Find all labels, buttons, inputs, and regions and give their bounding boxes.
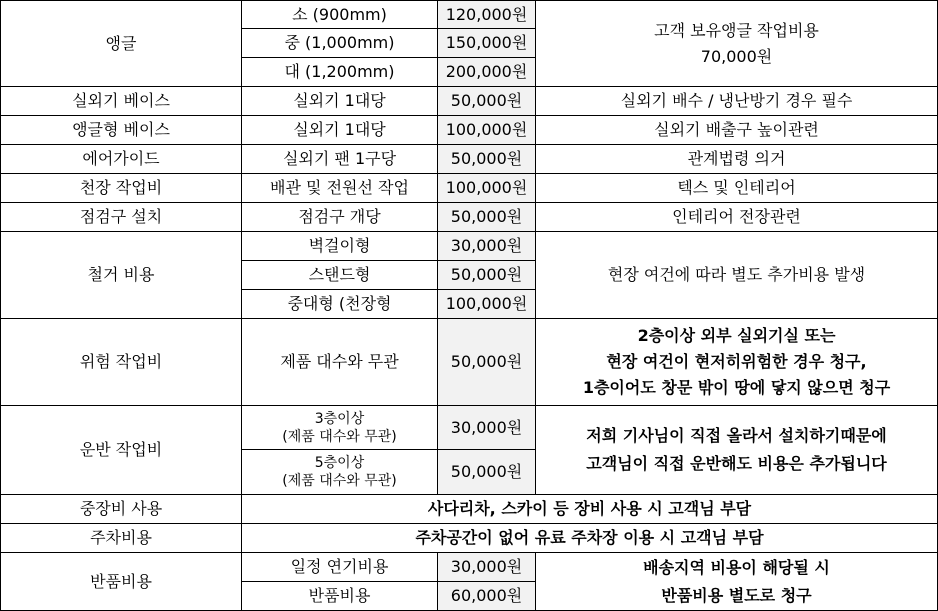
category-ceiling: 천장 작업비 bbox=[1, 174, 242, 203]
return-note-line1: 배송지역 비용이 해당될 시 bbox=[643, 557, 830, 577]
category-inspection: 점검구 설치 bbox=[1, 203, 242, 232]
category-transport: 운반 작업비 bbox=[1, 406, 242, 495]
return-note-line2: 반품비용 별도로 청구 bbox=[661, 585, 812, 605]
category-air-guide: 에어가이드 bbox=[1, 145, 242, 174]
danger-price: 50,000원 bbox=[438, 319, 536, 406]
danger-note-line3: 1층이어도 창문 밖이 땅에 닿지 않으면 청구 bbox=[582, 378, 891, 397]
danger-note-line1: 2층이상 외부 실외기실 또는 bbox=[637, 326, 836, 345]
transport-item-5f bbox=[242, 450, 438, 495]
angle-base-note: 실외기 배출구 높이관련 bbox=[536, 116, 938, 145]
parking-note: 주차공간이 없어 유료 주차장 이용 시 고객님 부담 bbox=[242, 524, 938, 553]
angle-note-line2: 70,000원 bbox=[700, 46, 773, 66]
danger-note-line2: 현장 여건이 현저히위험한 경우 청구, bbox=[606, 352, 867, 371]
ceiling-note: 텍스 및 인테리어 bbox=[536, 174, 938, 203]
transport-note-line1: 저희 기사님이 직접 올라서 설치하기때문에 bbox=[586, 426, 887, 445]
removal-price-stand: 50,000원 bbox=[438, 261, 536, 290]
equipment-note: 사다리차, 스카이 등 장비 사용 시 고객님 부담 bbox=[242, 495, 938, 524]
danger-note bbox=[536, 319, 938, 406]
return-price-return: 60,000원 bbox=[438, 582, 536, 611]
category-return: 반품비용 bbox=[1, 553, 242, 611]
transport-note-line2: 고객님이 직접 운반해도 비용은 추가됩니다 bbox=[586, 454, 887, 473]
inspection-note: 인테리어 전장관련 bbox=[536, 203, 938, 232]
removal-price-large: 100,000원 bbox=[438, 290, 536, 319]
outdoor-base-note: 실외기 배수 / 냉난방기 경우 필수 bbox=[536, 87, 938, 116]
category-outdoor-base: 실외기 베이스 bbox=[1, 87, 242, 116]
angle-base-item: 실외기 1대당 bbox=[242, 116, 438, 145]
angle-note-line1: 고객 보유앵글 작업비용 bbox=[654, 20, 819, 40]
angle-note bbox=[536, 1, 938, 87]
category-danger: 위험 작업비 bbox=[1, 319, 242, 406]
angle-price-small: 120,000원 bbox=[438, 1, 536, 29]
transport-item-3f bbox=[242, 406, 438, 450]
ceiling-price: 100,000원 bbox=[438, 174, 536, 203]
transport-item-3f-line2: (제품 대수와 무관) bbox=[282, 428, 397, 445]
transport-item-3f-line1: 3층이상 bbox=[314, 410, 365, 427]
removal-item-large: 중대형 (천장형 bbox=[242, 290, 438, 319]
removal-item-wall: 벽걸이형 bbox=[242, 232, 438, 261]
return-price-delay: 30,000원 bbox=[438, 553, 536, 582]
danger-item: 제품 대수와 무관 bbox=[242, 319, 438, 406]
category-angle: 앵글 bbox=[1, 1, 242, 87]
angle-item-small: 소 (900mm) bbox=[242, 1, 438, 29]
removal-item-stand: 스탠드형 bbox=[242, 261, 438, 290]
return-item-delay: 일정 연기비용 bbox=[242, 553, 438, 582]
category-equipment: 중장비 사용 bbox=[1, 495, 242, 524]
return-item-return: 반품비용 bbox=[242, 582, 438, 611]
angle-price-large: 200,000원 bbox=[438, 58, 536, 87]
category-parking: 주차비용 bbox=[1, 524, 242, 553]
angle-price-medium: 150,000원 bbox=[438, 29, 536, 58]
removal-note: 현장 여건에 따라 별도 추가비용 발생 bbox=[536, 232, 938, 319]
outdoor-base-item: 실외기 1대당 bbox=[242, 87, 438, 116]
transport-item-5f-line1: 5층이상 bbox=[314, 455, 365, 471]
inspection-item: 점검구 개당 bbox=[242, 203, 438, 232]
removal-price-wall: 30,000원 bbox=[438, 232, 536, 261]
transport-note bbox=[536, 406, 938, 495]
transport-price-5f: 50,000원 bbox=[438, 450, 536, 495]
outdoor-base-price: 50,000원 bbox=[438, 87, 536, 116]
angle-base-price: 100,000원 bbox=[438, 116, 536, 145]
ceiling-item: 배관 및 전원선 작업 bbox=[242, 174, 438, 203]
transport-item-5f-line2: (제품 대수와 무관) bbox=[282, 473, 397, 489]
category-angle-base: 앵글형 베이스 bbox=[1, 116, 242, 145]
air-guide-note: 관계법령 의거 bbox=[536, 145, 938, 174]
angle-item-medium: 중 (1,000mm) bbox=[242, 29, 438, 58]
inspection-price: 50,000원 bbox=[438, 203, 536, 232]
transport-price-3f: 30,000원 bbox=[438, 406, 536, 450]
air-guide-item: 실외기 팬 1구당 bbox=[242, 145, 438, 174]
category-removal: 철거 비용 bbox=[1, 232, 242, 319]
angle-item-large: 대 (1,200mm) bbox=[242, 58, 438, 87]
return-note bbox=[536, 553, 938, 611]
air-guide-price: 50,000원 bbox=[438, 145, 536, 174]
